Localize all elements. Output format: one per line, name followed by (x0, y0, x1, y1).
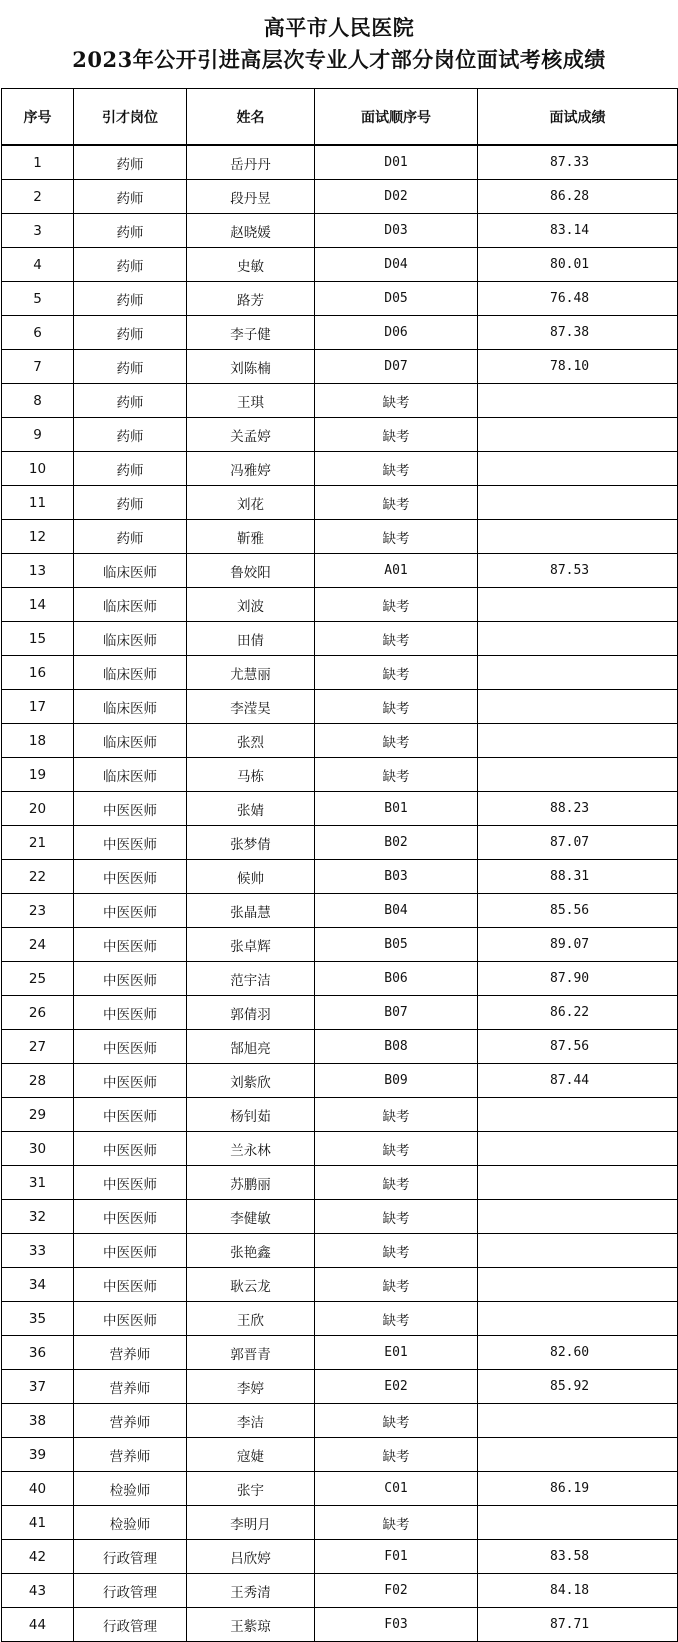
cell-name: 马栋 (187, 758, 315, 792)
cell-position: 药师 (74, 214, 187, 248)
cell-interview-score: 86.22 (478, 996, 678, 1030)
cell-interview-score (478, 622, 678, 656)
cell-name: 张卓辉 (187, 928, 315, 962)
cell-position: 药师 (74, 282, 187, 316)
table-row (2, 1540, 678, 1574)
cell-no: 34 (2, 1268, 74, 1302)
cell-no: 43 (2, 1574, 74, 1608)
table-row (2, 1404, 678, 1438)
table-row (2, 486, 678, 520)
cell-position: 药师 (74, 316, 187, 350)
cell-position: 中医医师 (74, 1166, 187, 1200)
document-title: 高平市人民医院 (263, 15, 415, 40)
cell-no: 25 (2, 962, 74, 996)
cell-no: 3 (2, 214, 74, 248)
cell-name: 尤慧丽 (187, 656, 315, 690)
cell-no: 13 (2, 554, 74, 588)
cell-no: 9 (2, 418, 74, 452)
cell-name: 张晶慧 (187, 894, 315, 928)
cell-interview-score: 87.44 (478, 1064, 678, 1098)
table-body (2, 145, 678, 1642)
cell-interview-order: 缺考 (315, 486, 478, 520)
table-row (2, 1030, 678, 1064)
table-row (2, 1200, 678, 1234)
cell-name: 李洁 (187, 1404, 315, 1438)
cell-name: 史敏 (187, 248, 315, 282)
cell-name: 段丹昱 (187, 180, 315, 214)
table-row (2, 316, 678, 350)
cell-no: 28 (2, 1064, 74, 1098)
cell-no: 17 (2, 690, 74, 724)
table-row (2, 1370, 678, 1404)
cell-position: 中医医师 (74, 962, 187, 996)
cell-position: 临床医师 (74, 656, 187, 690)
cell-position: 药师 (74, 145, 187, 180)
cell-interview-order: 缺考 (315, 1438, 478, 1472)
cell-interview-order: E02 (315, 1370, 478, 1404)
cell-no: 30 (2, 1132, 74, 1166)
table-row (2, 452, 678, 486)
score-table (1, 88, 678, 1642)
cell-interview-order: D05 (315, 282, 478, 316)
cell-interview-score: 86.28 (478, 180, 678, 214)
cell-interview-order: C01 (315, 1472, 478, 1506)
cell-interview-score (478, 588, 678, 622)
cell-position: 中医医师 (74, 996, 187, 1030)
cell-no: 37 (2, 1370, 74, 1404)
cell-interview-score (478, 1506, 678, 1540)
header-position: 引才岗位 (74, 89, 187, 146)
cell-interview-score (478, 418, 678, 452)
cell-interview-order: D01 (315, 145, 478, 180)
cell-interview-order: 缺考 (315, 1404, 478, 1438)
table-row (2, 350, 678, 384)
cell-interview-order: A01 (315, 554, 478, 588)
cell-name: 田倩 (187, 622, 315, 656)
cell-interview-score (478, 656, 678, 690)
cell-interview-score: 85.92 (478, 1370, 678, 1404)
cell-position: 中医医师 (74, 1132, 187, 1166)
table-row (2, 1268, 678, 1302)
cell-position: 临床医师 (74, 588, 187, 622)
cell-name: 李明月 (187, 1506, 315, 1540)
cell-no: 22 (2, 860, 74, 894)
cell-position: 中医医师 (74, 1302, 187, 1336)
cell-no: 26 (2, 996, 74, 1030)
cell-interview-score (478, 1404, 678, 1438)
cell-interview-order: 缺考 (315, 384, 478, 418)
cell-no: 31 (2, 1166, 74, 1200)
table-row (2, 1302, 678, 1336)
cell-interview-score: 86.19 (478, 1472, 678, 1506)
cell-interview-order: 缺考 (315, 656, 478, 690)
cell-interview-order: 缺考 (315, 418, 478, 452)
cell-interview-score: 87.71 (478, 1608, 678, 1642)
table-row (2, 792, 678, 826)
cell-no: 11 (2, 486, 74, 520)
cell-interview-order: 缺考 (315, 724, 478, 758)
cell-name: 候帅 (187, 860, 315, 894)
cell-interview-score: 82.60 (478, 1336, 678, 1370)
cell-interview-score (478, 1438, 678, 1472)
cell-interview-score (478, 690, 678, 724)
cell-position: 营养师 (74, 1404, 187, 1438)
cell-interview-score: 83.14 (478, 214, 678, 248)
cell-name: 冯雅婷 (187, 452, 315, 486)
table-row (2, 384, 678, 418)
cell-position: 中医医师 (74, 894, 187, 928)
cell-interview-order: 缺考 (315, 1302, 478, 1336)
document-subtitle: 2023年公开引进高层次专业人才部分岗位面试考核成绩 (72, 47, 606, 72)
table-row (2, 1166, 678, 1200)
cell-position: 药师 (74, 350, 187, 384)
cell-interview-score: 83.58 (478, 1540, 678, 1574)
cell-no: 10 (2, 452, 74, 486)
cell-interview-score: 87.90 (478, 962, 678, 996)
cell-interview-order: B03 (315, 860, 478, 894)
cell-interview-score: 78.10 (478, 350, 678, 384)
cell-position: 中医医师 (74, 1064, 187, 1098)
cell-name: 寇婕 (187, 1438, 315, 1472)
cell-interview-score (478, 1200, 678, 1234)
cell-no: 32 (2, 1200, 74, 1234)
cell-name: 岳丹丹 (187, 145, 315, 180)
cell-interview-score: 84.18 (478, 1574, 678, 1608)
cell-interview-order: 缺考 (315, 520, 478, 554)
cell-interview-score (478, 1268, 678, 1302)
table-row (2, 418, 678, 452)
cell-interview-order: B09 (315, 1064, 478, 1098)
cell-position: 行政管理 (74, 1574, 187, 1608)
table-row (2, 248, 678, 282)
cell-interview-order: 缺考 (315, 588, 478, 622)
table-row (2, 1608, 678, 1642)
cell-position: 中医医师 (74, 1234, 187, 1268)
cell-position: 药师 (74, 180, 187, 214)
cell-position: 临床医师 (74, 724, 187, 758)
cell-interview-order: B08 (315, 1030, 478, 1064)
cell-name: 王欣 (187, 1302, 315, 1336)
cell-interview-score (478, 724, 678, 758)
cell-name: 苏鹏丽 (187, 1166, 315, 1200)
cell-interview-score (478, 1302, 678, 1336)
cell-name: 郜旭亮 (187, 1030, 315, 1064)
cell-name: 李健敏 (187, 1200, 315, 1234)
cell-name: 靳雅 (187, 520, 315, 554)
cell-position: 药师 (74, 520, 187, 554)
cell-position: 临床医师 (74, 758, 187, 792)
cell-no: 40 (2, 1472, 74, 1506)
cell-interview-order: 缺考 (315, 1234, 478, 1268)
cell-no: 12 (2, 520, 74, 554)
cell-no: 18 (2, 724, 74, 758)
cell-position: 检验师 (74, 1472, 187, 1506)
cell-interview-order: F01 (315, 1540, 478, 1574)
cell-position: 药师 (74, 248, 187, 282)
cell-position: 行政管理 (74, 1608, 187, 1642)
cell-name: 杨钊茹 (187, 1098, 315, 1132)
cell-interview-order: 缺考 (315, 1098, 478, 1132)
cell-position: 营养师 (74, 1438, 187, 1472)
table-row (2, 145, 678, 180)
cell-position: 临床医师 (74, 622, 187, 656)
cell-no: 29 (2, 1098, 74, 1132)
cell-interview-score: 87.33 (478, 145, 678, 180)
cell-position: 临床医师 (74, 554, 187, 588)
cell-interview-order: B02 (315, 826, 478, 860)
header-interview-score: 面试成绩 (478, 89, 678, 146)
cell-no: 21 (2, 826, 74, 860)
cell-interview-order: B07 (315, 996, 478, 1030)
cell-no: 20 (2, 792, 74, 826)
cell-no: 4 (2, 248, 74, 282)
table-row (2, 724, 678, 758)
cell-no: 35 (2, 1302, 74, 1336)
cell-interview-order: 缺考 (315, 1200, 478, 1234)
cell-position: 营养师 (74, 1370, 187, 1404)
cell-interview-order: B04 (315, 894, 478, 928)
cell-name: 李滢昊 (187, 690, 315, 724)
table-row (2, 758, 678, 792)
cell-name: 王紫琼 (187, 1608, 315, 1642)
cell-interview-score (478, 1166, 678, 1200)
cell-no: 23 (2, 894, 74, 928)
header-name: 姓名 (187, 89, 315, 146)
cell-interview-order: F02 (315, 1574, 478, 1608)
table-row (2, 690, 678, 724)
cell-interview-score (478, 384, 678, 418)
cell-no: 14 (2, 588, 74, 622)
table-row (2, 826, 678, 860)
cell-no: 8 (2, 384, 74, 418)
cell-interview-order: 缺考 (315, 1268, 478, 1302)
cell-name: 刘紫欣 (187, 1064, 315, 1098)
table-row (2, 996, 678, 1030)
cell-name: 耿云龙 (187, 1268, 315, 1302)
cell-name: 张烈 (187, 724, 315, 758)
cell-interview-score: 89.07 (478, 928, 678, 962)
cell-interview-score (478, 452, 678, 486)
table-row (2, 180, 678, 214)
cell-name: 李子健 (187, 316, 315, 350)
cell-position: 中医医师 (74, 826, 187, 860)
header-interview-order: 面试顺序号 (315, 89, 478, 146)
cell-name: 郭晋青 (187, 1336, 315, 1370)
cell-interview-score: 87.07 (478, 826, 678, 860)
cell-interview-score (478, 486, 678, 520)
cell-position: 药师 (74, 384, 187, 418)
table-row (2, 554, 678, 588)
cell-no: 16 (2, 656, 74, 690)
cell-no: 39 (2, 1438, 74, 1472)
table-row (2, 1064, 678, 1098)
cell-name: 兰永林 (187, 1132, 315, 1166)
cell-name: 张婧 (187, 792, 315, 826)
cell-name: 王琪 (187, 384, 315, 418)
cell-no: 27 (2, 1030, 74, 1064)
cell-position: 药师 (74, 418, 187, 452)
cell-interview-score: 85.56 (478, 894, 678, 928)
cell-name: 刘花 (187, 486, 315, 520)
cell-position: 中医医师 (74, 928, 187, 962)
cell-interview-score: 88.23 (478, 792, 678, 826)
cell-interview-order: 缺考 (315, 690, 478, 724)
cell-interview-score: 87.38 (478, 316, 678, 350)
cell-position: 中医医师 (74, 1098, 187, 1132)
cell-name: 张艳鑫 (187, 1234, 315, 1268)
cell-interview-order: 缺考 (315, 1166, 478, 1200)
cell-no: 42 (2, 1540, 74, 1574)
cell-no: 33 (2, 1234, 74, 1268)
table-row (2, 928, 678, 962)
cell-interview-score: 87.53 (478, 554, 678, 588)
cell-position: 中医医师 (74, 1200, 187, 1234)
table-row (2, 622, 678, 656)
cell-no: 6 (2, 316, 74, 350)
table-row (2, 1098, 678, 1132)
table-row (2, 520, 678, 554)
table-row (2, 962, 678, 996)
cell-name: 吕欣婷 (187, 1540, 315, 1574)
table-row (2, 588, 678, 622)
cell-name: 张宇 (187, 1472, 315, 1506)
cell-interview-score (478, 1234, 678, 1268)
cell-interview-order: F03 (315, 1608, 478, 1642)
table-row (2, 1438, 678, 1472)
cell-no: 1 (2, 145, 74, 180)
cell-position: 中医医师 (74, 1268, 187, 1302)
cell-name: 王秀清 (187, 1574, 315, 1608)
table-row (2, 214, 678, 248)
cell-no: 24 (2, 928, 74, 962)
cell-name: 鲁姣阳 (187, 554, 315, 588)
cell-interview-order: B01 (315, 792, 478, 826)
cell-name: 关孟婷 (187, 418, 315, 452)
cell-position: 检验师 (74, 1506, 187, 1540)
cell-name: 李婷 (187, 1370, 315, 1404)
cell-interview-score: 80.01 (478, 248, 678, 282)
cell-interview-score: 76.48 (478, 282, 678, 316)
cell-name: 张梦倩 (187, 826, 315, 860)
cell-interview-order: D03 (315, 214, 478, 248)
cell-position: 中医医师 (74, 860, 187, 894)
table-row (2, 282, 678, 316)
cell-interview-order: E01 (315, 1336, 478, 1370)
table-header-row (2, 89, 678, 146)
cell-no: 36 (2, 1336, 74, 1370)
cell-interview-order: 缺考 (315, 622, 478, 656)
table-row (2, 894, 678, 928)
cell-interview-score (478, 758, 678, 792)
table-row (2, 1506, 678, 1540)
table-row (2, 656, 678, 690)
table-row (2, 1336, 678, 1370)
cell-no: 7 (2, 350, 74, 384)
cell-interview-order: D04 (315, 248, 478, 282)
cell-no: 44 (2, 1608, 74, 1642)
cell-position: 药师 (74, 486, 187, 520)
cell-name: 赵晓媛 (187, 214, 315, 248)
cell-interview-score: 87.56 (478, 1030, 678, 1064)
cell-interview-score: 88.31 (478, 860, 678, 894)
cell-no: 19 (2, 758, 74, 792)
cell-position: 营养师 (74, 1336, 187, 1370)
cell-position: 临床医师 (74, 690, 187, 724)
cell-position: 药师 (74, 452, 187, 486)
cell-no: 41 (2, 1506, 74, 1540)
cell-no: 15 (2, 622, 74, 656)
cell-interview-order: 缺考 (315, 1132, 478, 1166)
cell-name: 范宇洁 (187, 962, 315, 996)
cell-interview-score (478, 520, 678, 554)
cell-name: 郭倩羽 (187, 996, 315, 1030)
cell-interview-order: D06 (315, 316, 478, 350)
cell-interview-order: B06 (315, 962, 478, 996)
cell-interview-score (478, 1132, 678, 1166)
table-row (2, 1574, 678, 1608)
cell-interview-order: D07 (315, 350, 478, 384)
header-no: 序号 (2, 89, 74, 146)
cell-no: 5 (2, 282, 74, 316)
cell-position: 中医医师 (74, 1030, 187, 1064)
cell-interview-order: 缺考 (315, 1506, 478, 1540)
table-row (2, 1132, 678, 1166)
cell-name: 路芳 (187, 282, 315, 316)
cell-name: 刘波 (187, 588, 315, 622)
cell-interview-order: B05 (315, 928, 478, 962)
cell-interview-order: 缺考 (315, 758, 478, 792)
table-row (2, 1234, 678, 1268)
table-row (2, 860, 678, 894)
cell-position: 行政管理 (74, 1540, 187, 1574)
cell-interview-score (478, 1098, 678, 1132)
cell-position: 中医医师 (74, 792, 187, 826)
cell-interview-order: 缺考 (315, 452, 478, 486)
cell-no: 38 (2, 1404, 74, 1438)
table-row (2, 1472, 678, 1506)
cell-no: 2 (2, 180, 74, 214)
cell-name: 刘陈楠 (187, 350, 315, 384)
cell-interview-order: D02 (315, 180, 478, 214)
